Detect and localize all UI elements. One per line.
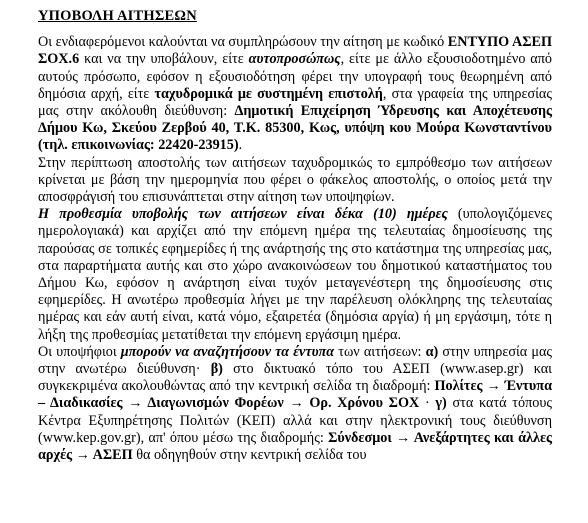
text-run: Στην περίπτωση αποστολής των αιτήσεων ταχυδρομικώς το εμπρόθεσμο των αιτήσεων κρίνεται με βάση την ημερομηνία που φέρει ο φάκελος αποστολής, ο οποίος μετά την αποσφράγισή του επισυνάπτεται στην αίτηση των υποψηφίων. [38,154,552,206]
text-run: και να την υποβάλουν, είτε [79,51,249,68]
document-page [38,8,552,464]
text-run: , είτε με άλλο εξουσιοδοτημένο από αυτούς πρόσωπο, εφόσον η εξουσιοδότηση φέρει την υπογραφή τους θεωρημένη από δημόσια αρχή, είτε [38,51,552,102]
text-run: , στα γραφεία της υπηρεσίας μας στην ακόλουθη διεύθυνση: [38,85,552,120]
text-run: Σύνδεσμοι → Ανεξάρτητες και άλλες αρχές → ΑΣΕΠ [38,429,553,464]
text-run: ΕΝΤΥΠΟ ΑΣΕΠ ΣΟΧ.6 [38,34,553,68]
text-run: γ) [435,395,447,412]
text-run: στο δικτυακό τόπο του ΑΣΕΠ (www.asep.gr) και συγκεκριμένα ακολουθώντας από την κεντρική σελίδα τη διαδρομή: [38,361,552,395]
text-run: Οι ενδιαφερόμενοι καλούνται να συμπληρώσουν την αίτηση με κωδικό [38,34,448,51]
text-run: Δημοτική Επιχείρηση Ύδρευσης και Αποχέτευσης Δήμου Κω, Σκεύου Ζερβού 40, Τ.Κ. 85300, Κως, υπόψη κου Μούρα Κωνσταντίνου (τηλ. επικοινωνίας: 22420-23915) [38,103,552,154]
text-run: στα κατά τόπους Κέντρα Εξυπηρέτησης Πολιτών (ΚΕΠ) αλλά και στην ηλεκτρονική τους διεύθυνση (www.kep.gov.gr), απ' όπου μέσω της διαδρομής: [38,395,552,446]
text-run: στην υπηρεσία μας στην ανωτέρω διεύθυνση· [38,343,552,378]
text-run: των αιτήσεων: [334,343,426,360]
text-run: · [419,395,436,412]
text-run: Οι υποψήφιοι [38,343,121,360]
text-run: θα οδηγηθούν στην κεντρική σελίδα του [132,447,367,464]
section-heading: ΥΠΟΒΟΛΗ ΑΙΤΗΣΕΩΝ [38,8,197,24]
text-run: αυτοπροσώπως [248,51,341,68]
text-run: μπορούν να αναζητήσουν τα έντυπα [120,343,335,360]
text-run: . [238,137,243,154]
paragraph-deadline [38,206,552,344]
text-run: α) [425,343,439,360]
text-run: Πολίτες → Έντυπα – Διαδικασίες → Διαγωνισμών Φορέων → Ορ. Χρόνου ΣΟΧ [38,378,552,412]
paragraph-forms [38,344,552,464]
text-run: Η προθεσμία υποβολής των αιτήσεων είναι δέκα (10) ημέρες [38,206,448,223]
paragraph-postal [38,155,552,207]
text-run: β) [210,361,223,378]
paragraph-submission [38,34,552,154]
text-run: ταχυδρομικά με συστημένη επιστολή [154,85,383,102]
text-run: (υπολογιζόμενες ημερολογιακά) και αρχίζει από την επόμενη ημέρα της τελευταίας δημοσίευσης της παρούσας σε τοπικές εφημερίδες ή της ανάρτησής της στο κατάστημα της υπηρεσίας μας, στα παραρτήματα αυτής και στο χώρο ανακοινώσεων του δημοτικού καταστήματος του Δήμου Κω, εφόσον η ανάρτηση είναι τυχόν μεταγενέστερη της δημοσίευσης στις εφημερίδες. Η ανωτέρω προθεσμία λήγει με την παρέλευση ολόκληρης της τελευταίας ημέρας και εάν αυτή είναι, κατά νόμο, εξαιρετέα (δημόσια αργία) ή μη εργάσιμη, τότε η λήξη της προθεσμίας μετατίθεται την επόμενη εργάσιμη ημέρα. [38,206,552,343]
